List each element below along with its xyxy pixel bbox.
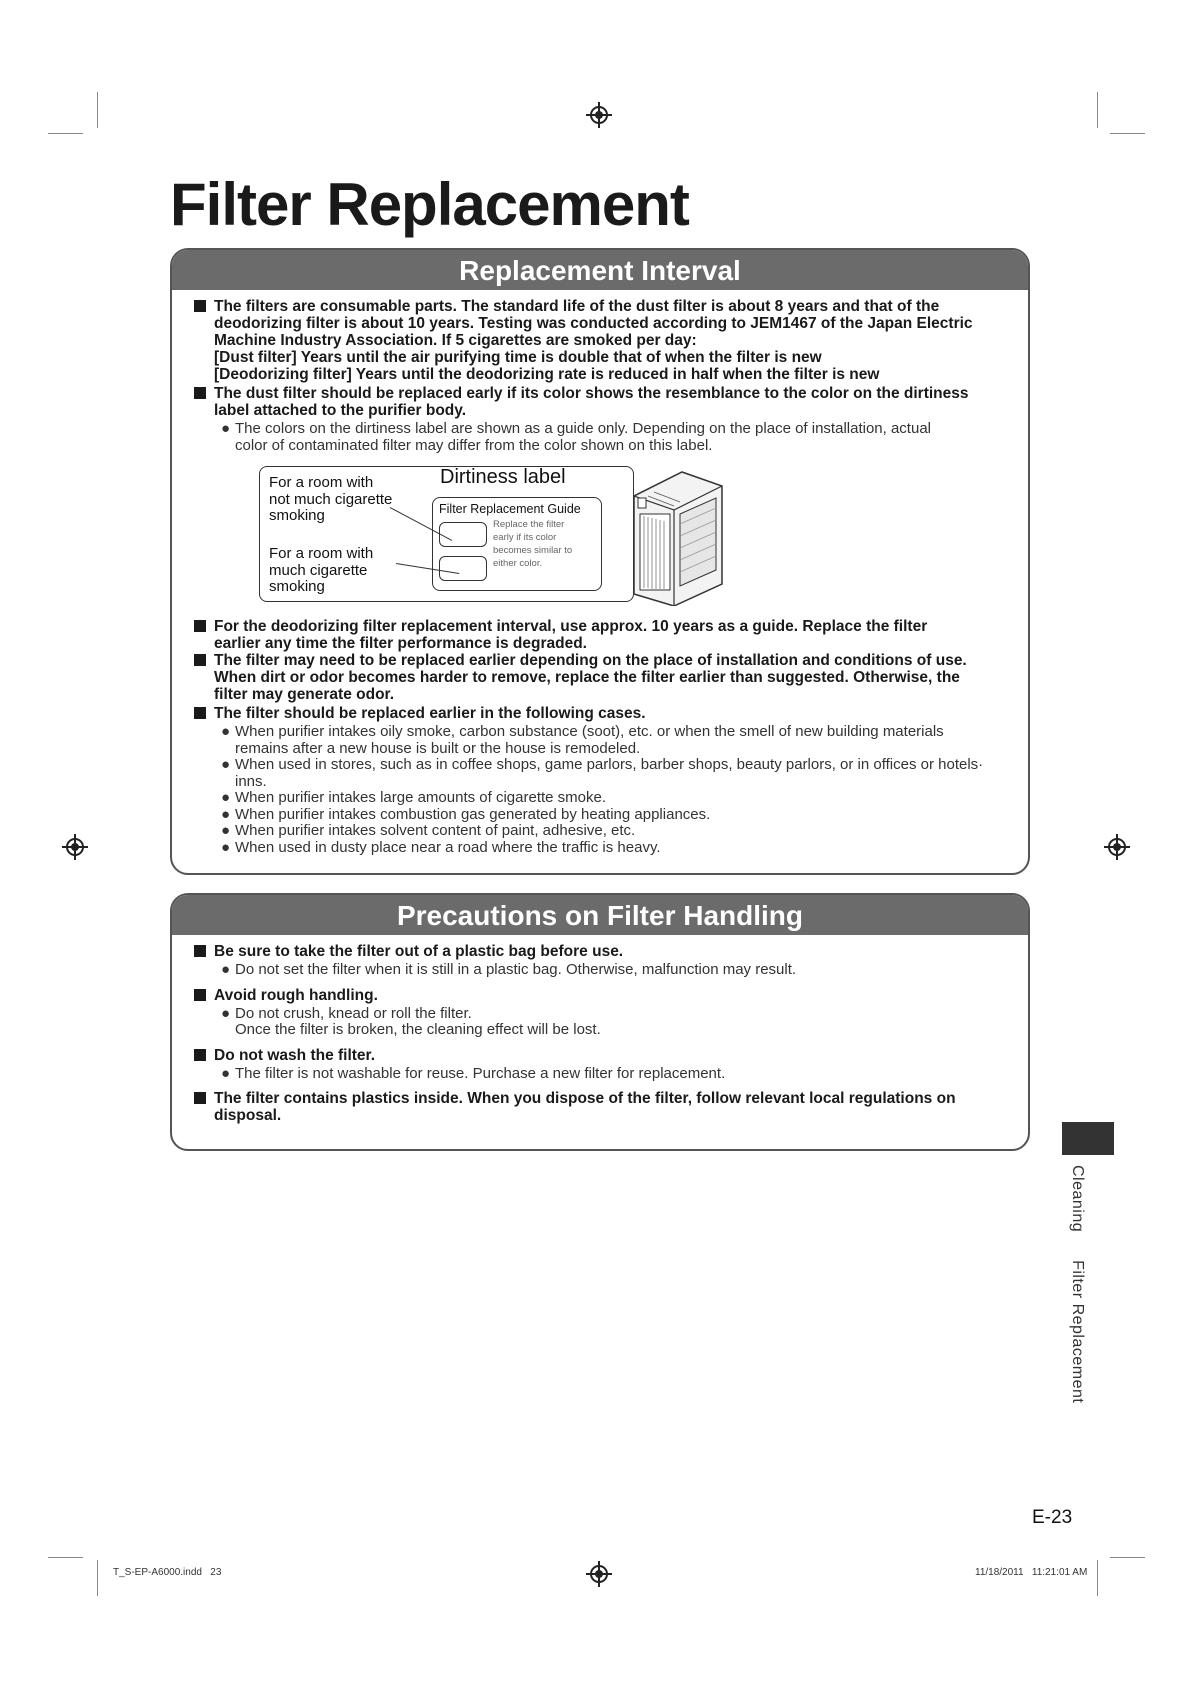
registration-mark-right (1108, 838, 1126, 856)
crop-mark-bl-h (48, 1557, 83, 1558)
dirtiness-label-title: Dirtiness label (440, 466, 566, 488)
rough-handling-note: ● Do not crush, knead or roll the filter. Once the filter is broken, the cleaning effect will be lost. (221, 1004, 601, 1038)
square-bullet-icon (194, 300, 206, 312)
side-section: Cleaning (1069, 1165, 1086, 1233)
registration-mark-bottom (590, 1565, 608, 1583)
page-title: Filter Replacement (170, 171, 689, 238)
case-item: ● When purifier intakes large amounts of cigarette smoke. (221, 789, 607, 806)
replacement-interval-section (170, 248, 1030, 875)
plastic-bag-paragraph: Be sure to take the filter out of a plastic bag before use. (194, 943, 1012, 960)
consumable-parts-paragraph: The filters are consumable parts. The standard life of the dust filter is about 8 years and that of the deodorizing filter is about 10 years. Testing was conducted according to JEM1467 of the Japan Electric Machine Industry Association. If 5 cigarettes are smoked per day: [Dust filter] Years until the air purifying time is double that of when the filter is new [Deodorizing filter] Years until the deodorizing rate is reduced in half when the filter is new (194, 298, 1012, 383)
case-item: ● When purifier intakes solvent content of paint, adhesive, etc. (221, 822, 636, 839)
registration-mark-top (590, 106, 608, 124)
square-bullet-icon (194, 620, 206, 632)
deodorizing-interval-paragraph: For the deodorizing filter replacement interval, use approx. 10 years as a guide. Replace the filter earlier any time the filter performance is degraded. (194, 618, 1012, 652)
square-bullet-icon (194, 707, 206, 719)
square-bullet-icon (194, 1049, 206, 1061)
plastic-bag-note: ● Do not set the filter when it is still in a plastic bag. Otherwise, malfunction may result. (221, 961, 797, 978)
case-item: ● When used in stores, such as in coffee shops, game parlors, barber shops, beauty parlors, or in offices or hotels· inns. (221, 756, 984, 790)
crop-mark-tl-h (48, 133, 83, 134)
bullet-dot-icon: ● (221, 723, 231, 740)
guide-title: Filter Replacement Guide (439, 502, 581, 516)
dirtiness-guide-note: ● The colors on the dirtiness label are shown as a guide only. Depending on the place of installation, actual color of contaminated filter may differ from the color shown on this label. (221, 420, 931, 454)
color-swatch-high (439, 556, 487, 581)
bullet-dot-icon: ● (221, 822, 231, 839)
bullet-dot-icon: ● (221, 1004, 231, 1022)
room-low-smoking-label: For a room with not much cigarette smoking (269, 474, 393, 524)
no-wash-paragraph: Do not wash the filter. (194, 1047, 1012, 1064)
precautions-section (170, 893, 1030, 1151)
section-tab-marker (1062, 1122, 1114, 1155)
guide-note: Replace the filter early if its color becomes similar to either color. (493, 519, 573, 569)
case-item: ● When purifier intakes combustion gas generated by heating appliances. (221, 805, 711, 823)
early-replacement-paragraph: The filter may need to be replaced earlier depending on the place of installation and conditions of use. When dirt or odor becomes harder to remove, replace the filter earlier than suggested. Otherwise, the filter may generate odor. (194, 652, 1012, 703)
bullet-dot-icon: ● (221, 838, 231, 856)
square-bullet-icon (194, 1092, 206, 1104)
page-number: E-23 (1032, 1507, 1073, 1528)
dirtiness-label-diagram (194, 466, 1012, 616)
square-bullet-icon (194, 387, 206, 399)
rough-handling-paragraph: Avoid rough handling. (194, 987, 1012, 1004)
bullet-dot-icon: ● (221, 420, 231, 437)
square-bullet-icon (194, 945, 206, 957)
no-wash-note: ● The filter is not washable for reuse. Purchase a new filter for replacement. (221, 1064, 726, 1082)
square-bullet-icon (194, 654, 206, 666)
replace-earlier-cases-paragraph: The filter should be replaced earlier in the following cases. (194, 705, 1012, 722)
crop-mark-br-v (1097, 1560, 1098, 1596)
footer-file-name: T_S-EP-A6000.indd 23 (113, 1567, 222, 1578)
bullet-dot-icon: ● (221, 805, 231, 823)
crop-mark-tr-h (1110, 133, 1145, 134)
crop-mark-tr-v (1097, 92, 1098, 128)
bullet-dot-icon: ● (221, 756, 231, 773)
bullet-dot-icon: ● (221, 789, 231, 806)
dirtiness-label-frame (259, 466, 634, 602)
bullet-dot-icon: ● (221, 1064, 231, 1082)
square-bullet-icon (194, 989, 206, 1001)
disposal-paragraph: The filter contains plastics inside. When you dispose of the filter, follow relevant local regulations on disposal. (194, 1090, 1012, 1124)
precautions-heading: Precautions on Filter Handling (172, 895, 1028, 935)
dust-filter-color-paragraph: The dust filter should be replaced early if its color shows the resemblance to the color on the dirtiness label attached to the purifier body. (194, 385, 1012, 419)
case-item: ● When purifier intakes oily smoke, carbon substance (soot), etc. or when the smell of new building materials remains after a new house is built or the house is remodeled. (221, 723, 944, 757)
crop-mark-bl-v (97, 1560, 98, 1596)
air-purifier-illustration (624, 466, 734, 606)
side-topic: Filter Replacement (1069, 1260, 1086, 1404)
registration-mark-left (66, 838, 84, 856)
bullet-dot-icon: ● (221, 961, 231, 978)
filter-replacement-guide (432, 497, 602, 591)
crop-mark-tl-v (97, 92, 98, 128)
crop-mark-br-h (1110, 1557, 1145, 1558)
replacement-interval-heading: Replacement Interval (172, 250, 1028, 290)
footer-timestamp: 11/18/2011 11:21:01 AM (975, 1567, 1088, 1578)
room-high-smoking-label: For a room with much cigarette smoking (269, 545, 374, 595)
color-swatch-low (439, 522, 487, 547)
case-item: ● When used in dusty place near a road where the traffic is heavy. (221, 838, 661, 856)
section-side-label (1068, 1165, 1086, 1403)
